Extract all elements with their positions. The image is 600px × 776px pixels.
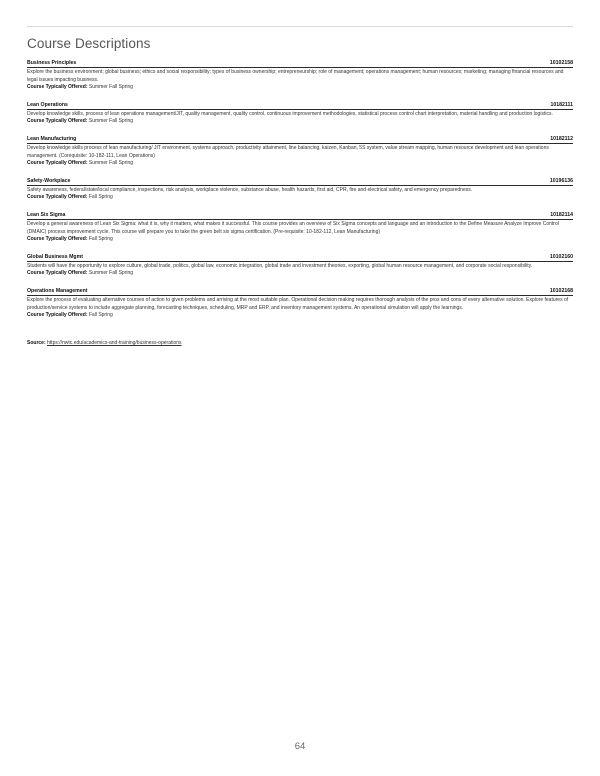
course-offered [27,236,573,244]
course-list [27,60,573,330]
course-entry [27,60,573,92]
top-divider [27,26,573,27]
course-name: Lean Manufacturing [27,135,77,142]
offered-terms: Summer Fall Spring [88,118,134,125]
offered-terms: Summer Fall Spring [88,160,134,167]
course-code: 10182111 [550,101,573,108]
source-link[interactable]: https://nwtc.edu/academics-and-training/business-operations [47,340,182,346]
offered-label: Course Typically Offered: [27,118,88,125]
offered-terms: Summer Fall Spring [88,270,134,277]
course-code: 10182114 [550,211,573,218]
course-code: 10196136 [549,177,573,184]
course-header [27,178,573,186]
course-code: 10102168 [549,287,573,294]
offered-terms: Summer Fall Spring [88,84,134,91]
course-entry [27,178,573,202]
course-name: Business Principles [27,60,77,66]
course-header [27,254,573,262]
course-offered [27,118,573,126]
course-header [27,60,573,68]
offered-terms: Fall Spring [88,312,113,319]
course-header [27,212,573,220]
course-name: Lean Operations [27,101,68,108]
course-entry [27,254,573,278]
course-code: 10182112 [550,135,573,142]
offered-label: Course Typically Offered: [27,236,88,243]
source-label: Source: [27,340,46,346]
course-header [27,102,573,110]
offered-label: Course Typically Offered: [27,270,88,277]
course-offered [27,194,573,202]
course-description: Develop a general awareness of Lean Six Sigma: what it is, why it matters, what makes it successful. This course provides an overview of Six Sigma concepts and language and an introduction to the Define Measure Analyze Improve Control (DMAIC) process improvement cycle. This course will prepare you to take the green belt six sigma certification. (Pre-requisite: 10-182-112, Lean Manufacturing) [27,220,559,235]
course-description: Explore the process of evaluating alternative courses of action to given problems and arriving at the most suitable plan. Operational decision making requires thorough analysis of the pros and cons of every alternative solution. Explore features of production/service systems to include aggregate planning, forecasting techniques, scheduling, MRP and ERP, and inventory management systems. An operational simulation will apply the learnings. [27,296,569,311]
course-offered [27,160,573,168]
course-name: Safety-Workplace [27,177,71,184]
course-entry [27,212,573,244]
course-entry [27,136,573,168]
course-description: Safety awareness, federal/state/local compliance, inspections, risk analysis, workplace violence, substance abuse, health hazards, first aid, CPR, fire and electrical safety, and emergency preparedness. [27,186,473,193]
offered-terms: Fall Spring [88,236,113,243]
offered-terms: Fall Spring [88,194,113,201]
source-line [27,340,182,346]
course-offered [27,270,573,278]
course-name: Operations Management [27,287,88,294]
page-number: 64 [294,741,306,752]
course-offered [27,84,573,92]
course-code: 10102158 [549,60,573,66]
course-description: Develop knowledge skills, process of lean operations management/JIT, quality management, quality control, continuous improvement methodologies, statistical process control chart interpretation, material handling and production logistics. [27,110,553,117]
offered-label: Course Typically Offered: [27,160,88,167]
course-entry [27,102,573,126]
course-code: 10102160 [549,253,573,260]
course-entry [27,288,573,320]
offered-label: Course Typically Offered: [27,312,88,319]
course-header [27,136,573,144]
course-header [27,288,573,296]
course-description: Students will have the opportunity to explore culture, global trade, politics, global law, economic integration, global trade and investment theories, exporting, global human resource management, and corporate social responsibility. [27,262,533,269]
course-offered [27,312,573,320]
course-name: Global Business Mgmt [27,253,83,260]
offered-label: Course Typically Offered: [27,194,88,201]
course-description: Develop knowledge skills process of lean manufacturing/ JIT environment, systems approach, productivity attainment, line balancing, kaizen, Kanban, 5S system, value stream mapping, human resource development and lean operations management. (Corequisite: 10-182-111, Lean Operations) [27,144,549,159]
offered-label: Course Typically Offered: [27,84,88,91]
course-description: Explore the business environment; global business; ethics and social responsibility; types of business ownership; entrepreneurship; role of management; operations management; human resources; marketing; managing financial resources and legal issues impacting business. [27,69,564,83]
page-title: Course Descriptions [27,36,151,51]
course-name: Lean Six Sigma [27,211,66,218]
